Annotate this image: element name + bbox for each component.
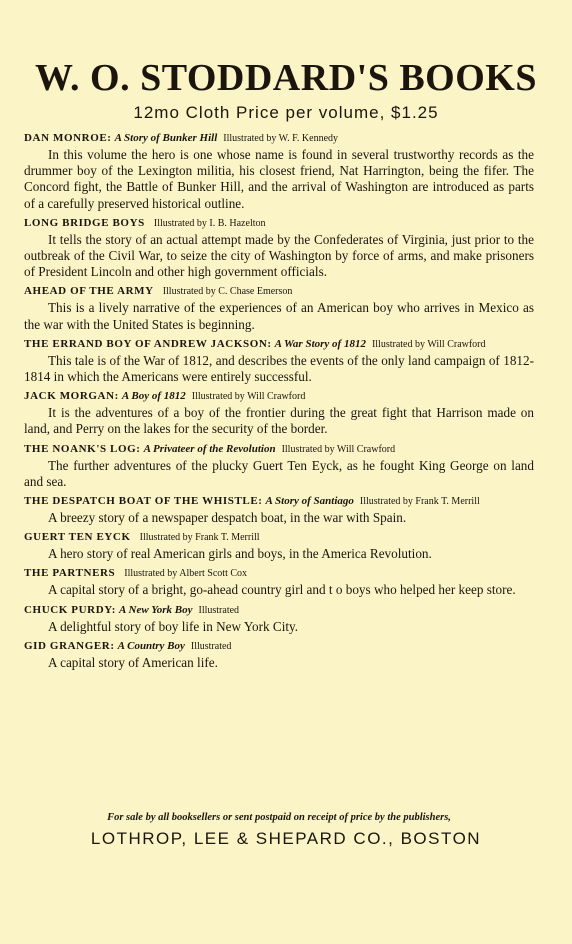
book-illustrator: Illustrated <box>190 640 232 652</box>
book-subtitle: A Country Boy <box>117 639 185 652</box>
book-illustrator: Illustrated by Will Crawford <box>191 391 306 403</box>
book-heading <box>24 567 534 580</box>
sales-note: For sale by all booksellers or sent postpaid on receipt of price by the publishers, <box>107 812 451 823</box>
book-illustrator: Illustrated by Albert Scott Cox <box>124 568 248 580</box>
book-description: In this volume the hero is one whose name is found in several trustworthy records as the drummer boy of the Lexington militia, his closest friend, Nat Harrington, being the fifer. The Concord fight, the Battle of Bunker Hill, and the arrival of Washington are introduced as parts of a carefully preserved historical outline. <box>24 147 534 211</box>
book-entry-the-partners <box>24 567 534 598</box>
publisher-name: LOTHROP, LEE & SHEPARD CO., BOSTON <box>90 829 482 848</box>
book-list <box>24 132 534 676</box>
book-entry-jack-morgan <box>24 390 534 437</box>
page-title: W. O. STODDARD'S BOOKS <box>35 57 537 99</box>
book-description: This tale is of the War of 1812, and describes the events of the only land campaign of 1812-1814 in which the Americans were entirely successful. <box>24 352 534 385</box>
price-subtitle: 12mo Cloth Price per volume, $1.25 <box>133 103 439 122</box>
book-entry-errand-boy <box>24 338 534 385</box>
book-description: A capital story of American life. <box>48 654 218 670</box>
book-entry-gid-granger <box>24 640 534 671</box>
book-subtitle: A Story of Santiago <box>265 495 354 508</box>
book-heading <box>24 217 534 230</box>
book-title: JACK MORGAN: <box>24 390 119 403</box>
book-heading <box>24 604 534 617</box>
book-heading <box>24 390 534 403</box>
book-title: LONG BRIDGE BOYS <box>24 216 145 229</box>
book-subtitle: A New York Boy <box>119 603 193 616</box>
book-description: A hero story of real American girls and boys, in the America Revolution. <box>48 546 432 562</box>
book-heading <box>24 285 534 298</box>
book-illustrator: Illustrated <box>198 604 240 616</box>
book-title: THE PARTNERS <box>24 567 116 580</box>
book-description: It is the adventures of a boy of the frontier during the great fight that Harrison made on land, and Perry on the lakes for the security of the border. <box>24 405 534 437</box>
book-illustrator: Illustrated by C. Chase Emerson <box>162 286 293 298</box>
book-title: THE DESPATCH BOAT OF THE WHISTLE: <box>24 495 263 508</box>
book-heading <box>24 443 534 456</box>
book-title: GUERT TEN EYCK <box>24 531 131 544</box>
book-illustrator: Illustrated by Will Crawford <box>371 338 486 350</box>
book-heading <box>24 132 534 145</box>
book-subtitle: A Privateer of the Revolution <box>143 442 276 455</box>
book-entry-dan-monroe <box>24 132 534 212</box>
book-heading <box>24 338 534 351</box>
book-entry-long-bridge-boys <box>24 217 534 281</box>
book-title: GID GRANGER: <box>24 639 115 652</box>
book-illustrator: Illustrated by W. F. Kennedy <box>223 133 339 144</box>
book-illustrator: Illustrated by Frank T. Merrill <box>139 532 260 544</box>
book-entry-despatch-boat <box>24 495 534 526</box>
book-title: THE ERRAND BOY OF ANDREW JACKSON: <box>24 337 272 350</box>
book-description: A breezy story of a newspaper despatch boat, in the war with Spain. <box>48 510 407 526</box>
book-heading <box>24 640 534 653</box>
book-illustrator: Illustrated by Frank T. Merrill <box>359 496 480 508</box>
book-title: DAN MONROE: <box>24 132 112 144</box>
book-description: A capital story of a bright, go-ahead country girl and t o boys who helped her keep store. <box>48 582 516 598</box>
book-entry-noanks-log <box>24 443 534 490</box>
book-description: The further adventures of the plucky Guert Ten Eyck, as he fought King George on land and sea. <box>24 457 534 489</box>
book-subtitle: A Boy of 1812 <box>121 390 186 403</box>
book-subtitle: A War Story of 1812 <box>274 337 366 350</box>
book-description: It tells the story of an actual attempt made by the Confederates of Virginia, just prior to the outbreak of the Civil War, to seize the city of Washington by force of arms, and make prisoners of President Lincoln and other high government officials. <box>24 231 534 280</box>
book-title: CHUCK PURDY: <box>24 603 117 616</box>
book-description: A delightful story of boy life in New York City. <box>48 618 299 634</box>
book-title: AHEAD OF THE ARMY <box>24 285 154 298</box>
book-entry-guert-ten-eyck <box>24 531 534 562</box>
book-heading <box>24 531 534 544</box>
book-illustrator: Illustrated by I. B. Hazelton <box>153 217 266 229</box>
book-title: THE NOANK'S LOG: <box>24 442 141 455</box>
book-subtitle: A Story of Bunker Hill <box>114 132 218 144</box>
book-entry-chuck-purdy <box>24 604 534 635</box>
book-entry-ahead-of-the-army <box>24 285 534 332</box>
book-heading <box>24 495 534 508</box>
book-description: This is a lively narrative of the experiences of an American boy who arrives in Mexico as the war with the United States is beginning. <box>24 300 534 332</box>
book-illustrator: Illustrated by Will Crawford <box>281 443 396 455</box>
